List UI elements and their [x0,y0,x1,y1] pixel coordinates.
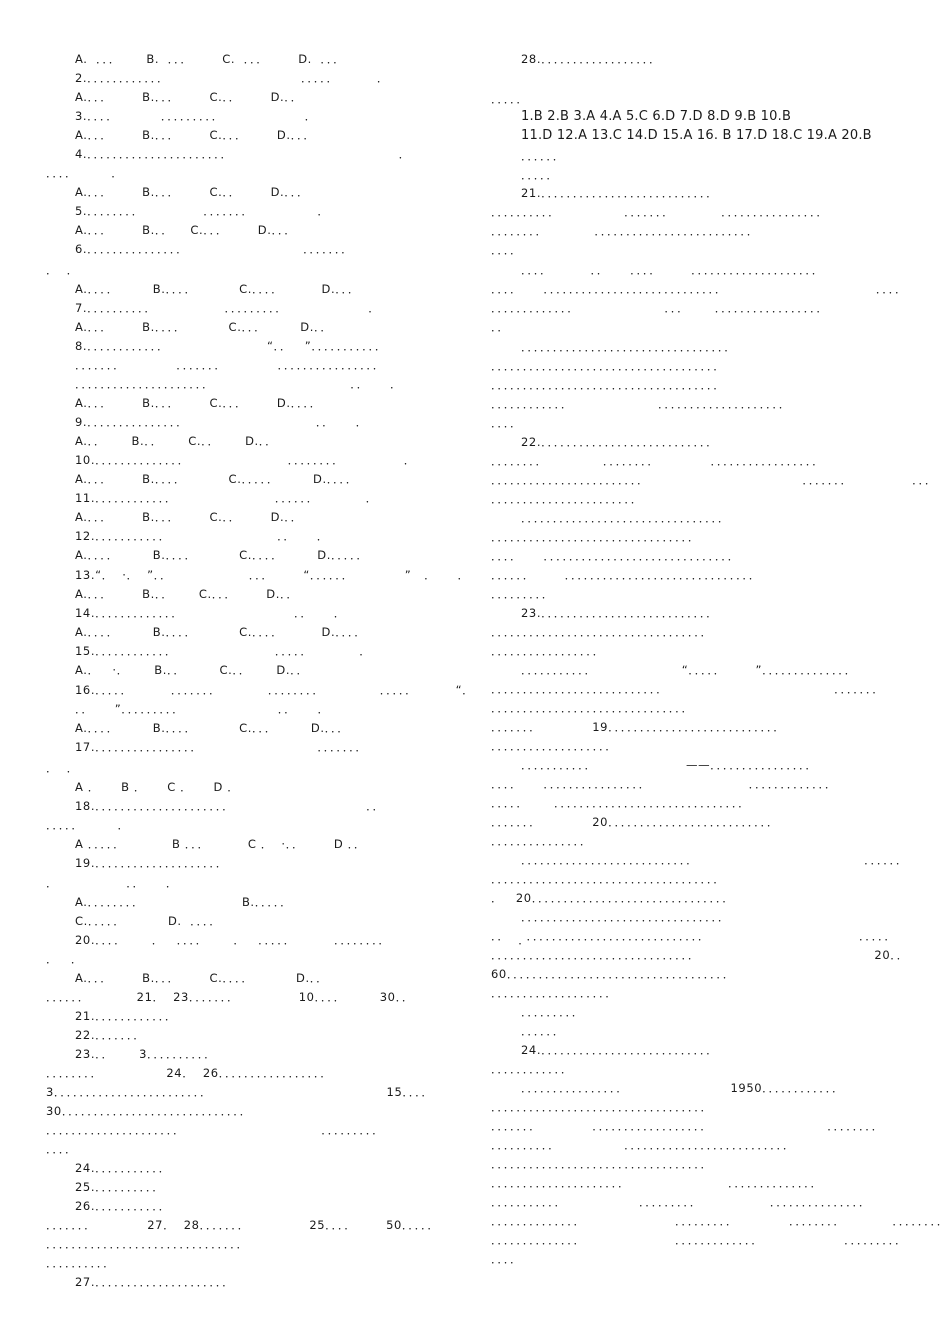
left-column-line: A.． ·． B.．． C.．． D.．． [75,663,309,677]
left-column-line: 12.．．．．．．．．．．． ．． ． [75,529,329,543]
right-column-line: ．．．．．．．．．．．．．．．．．．． [491,739,618,753]
right-column-line: ．．．．．．． 20．．．．．．．．．．．．．．．．．．．．．．．．．． [491,815,779,829]
right-column-line: ．．．．．．．．．．． ．．．．．．．．． ．．．．．．．．．．．．．．． [491,1195,871,1209]
left-column-line: ． ． [46,263,79,277]
right-column-line: 23.．．．．．．．．．．．．．．．．．．．．．．．．．．． [521,606,719,620]
left-column-line: ．．．． ． [46,166,124,180]
left-column-line: A ． B ． C ． D ． [75,780,240,794]
left-column-line: 7.．．．．．．．．．． ．．．．．．．．． ． [75,301,381,315]
left-column-line: 9.．．．．．．．．．．．．．．． ．． ． [75,415,368,429]
left-column-line: 27.．．．．．．．．．．．．．．．．．．．．． [75,1275,235,1289]
right-column-line: 21.．．．．．．．．．．．．．．．．．．．．．．．．．．． [521,186,719,200]
right-column-line: 24.．．．．．．．．．．．．．．．．．．．．．．．．．．． [521,1043,719,1057]
left-column-line: 22.．．．．．．． [75,1028,146,1042]
right-column-line: ．．．．．．．．．．．．．．．．．．．．．．．．．．．．．．．． [491,530,700,544]
left-column-line: 20.．．．． ． ．．．． ． ．．．．． ．．．．．．．． ． [75,933,531,947]
right-column-line: ．．．． ．． ．．．． ．．．．．．．．．．．．．．．．．．．． [521,263,824,277]
right-column-line: ．．．．．．．．．．．．．．．．．．．．．．．． ．．．．．．． ．．． [491,473,937,487]
left-column-line: ．．．．．． 21． 23．．．．．．． 10．．．． 30．． [46,990,415,1004]
left-column-line: 5.．．．．．．．． ．．．．．．． ． [75,204,330,218]
right-column-line: ．．．．． ．．．．．．．．．．．．．．．．．．．．．．．．．．．．．． [491,796,751,810]
right-column-line: ．．．．．．．．．．．．．．．．．．．．．．．．．．．．．．．． 20．． [491,948,909,962]
right-column-line: ．．．．．．．．．．．．．．．．．．．．．．．．．．．．．．．．．．．． [491,872,726,886]
right-column-line: ．．．． [491,416,523,430]
left-column-line: ．．．．．．．．．．．．．．．．．．．．． ．． ． [75,377,403,391]
right-column-line: ．．．． ．．．．．．．．．．．．．．．． ．．．．．．．．．．．．． [491,777,837,791]
right-column-line: ．．．．．．．． ．．．．．．．．．．．．．．．．．．．．．．．．． [491,224,759,238]
left-column-line: 4.．．．．．．．．．．．．．．．．．．．．．． ． [75,147,411,161]
right-column-line: ．．．．．．．．．．．．．．．．．．．．．．．．．．．．．．．．．．．． [491,359,726,373]
left-column-line: ．．．．．．．．．． [46,1256,116,1270]
right-column-line: ．．．．．．．．． [491,587,554,601]
left-column-line: C.．．．．． D. ．．．． [75,914,222,928]
left-column-line: ．．．．．．．．．．．．．．．．．．．．． ．．．．．．．．． [46,1123,385,1137]
left-column-line: A.．．．． B.．．．． C.．．．． D.．．．．． [75,548,369,562]
right-column-line: ．．．．．．．．．．．．．．．．．．．．．．．．．．． ．．．．．． [521,853,909,867]
right-column-line: ．．．．．．．．．．．．．．．．．．．．．．．．．．．．．．．．．．．． [491,378,726,392]
right-column-line: 1.B 2.B 3.A 4.A 5.C 6.D 7.D 8.D 9.B 10.B [521,109,792,124]
right-column-line: 28.．．．．．．．．．．．．．．．．．． [521,52,662,66]
left-column-line: A.．．．． B.．．．． C.．．．． D.．．．． [75,625,367,639]
left-column-line: A.．．． B.．．． C.．． D.．． [75,90,303,104]
right-column-line: ．．．．． [521,168,559,182]
right-column-line: ．．．．．．． 19．．．．．．．．．．．．．．．．．．．．．．．．．．． [491,720,786,734]
right-column-line: 60．．．．．．．．．．．．．．．．．．．．．．．．．．．．．．．．．．． [491,967,735,981]
left-column-line: 2.．．．．．．．．．．．． ．．．．． ． [75,71,389,85]
right-column-line: ．．．．．．．．．．．．．．．．．．．．．．．．．．．．．．．．．． [491,625,713,639]
right-column-line: ．．．．．．． ．．．．．．．．．．．．．．．．．． ．．．．．．．． [491,1119,884,1133]
left-column-line: A.．．． B.．． C.．．． D.．． [75,587,299,601]
right-column-line: ．．．．．．．．．． ．．．．．．． ．．．．．．．．．．．．．．．． [491,205,829,219]
right-column-line: ．．．． [491,243,523,257]
right-column-line: ．．．．．．．．．． ．．．．．．．．．．．．．．．．．．．．．．．．．． [491,1138,795,1152]
left-column-line: ．．．．．．．． 24． 26．．．．．．．．．．．．．．．．． [46,1066,333,1080]
right-column-line: ．．．．．．．．．．．．．．．．．．．．． ．．．．．．．．．．．．．． [491,1176,823,1190]
right-column-line: ． 20．．．．．．．．．．．．．．．．．．．．．．．．．．．．．．． [491,891,735,905]
left-column-line: ． ． [46,952,83,966]
left-column-line: A ．．．．． B ．．． C ． ·．． D ．． [75,837,367,851]
right-column-line: ．．．．．．．．．．．． ．．．．．．．．．．．．．．．．．．．． [491,397,791,411]
right-column-line: ．．．．．． [521,1024,565,1038]
right-column-line: ．．．．．．．．．．．．．．．．．．．．．．．．．．．．．．．．．． [491,1157,713,1171]
right-column-line: 22.．．．．．．．．．．．．．．．．．．．．．．．．．．． [521,435,719,449]
left-column-line: A.．． B.．． C.．． D.．． [75,434,278,448]
right-column-line: ．．．．．．．．．．．．．．．．．．． [491,986,618,1000]
right-column-line: ．．．．． [491,92,529,106]
right-column-line: ．．．．．．．．． [521,1005,584,1019]
left-column-line: A.．．． B.．．． C.．．． D.．．． [75,128,316,142]
right-column-line: ．．．．．．．．．．．．．．．． 1950．．．．．．．．．．．． [521,1081,845,1095]
left-column-line: A.．．． B.．．． C.．． D.．． [75,510,303,524]
left-column-line: 8.．．．．．．．．．．．． “．． ”．．．．．．．．．．． [75,339,387,353]
left-column-line: 18.．．．．．．．．．．．．．．．．．．．．． ．． [75,799,385,813]
right-column-line: ．．．． ．．．．．．．．．．．．．．．．．．．．．．．．．．．． ．．．． [491,282,908,296]
left-column-line: ． ．． ． [46,876,179,890]
right-column-line: ．．．．．．．．．．．．．．．．．．．．．．．．．．．．．．． [491,701,694,715]
left-column-line: ．．．．．．． ．．．．．．． ．．．．．．．．．．．．．．．． [75,358,385,372]
left-column-line: ．．．． [46,1142,78,1156]
right-column-line: ．．．．．．．．．．．．．．．．．．．．．．．．．．．．．．．． [521,511,730,525]
left-column-line: A.．．． B.．． C.．．． D.．．． [75,223,297,237]
right-column-line: ．． [491,320,510,334]
right-column-line: ．．．．．．．．．．．． [491,1062,573,1076]
right-column-line: ．．．． ．．．．．．．．．．．．．．．．．．．．．．．．．．．．．． [491,549,740,563]
right-column-line: ．．．．．．．．．．．．．． ．．．．．．．．．．．．． ．．．．．．．．． [491,1233,908,1247]
left-column-line: 14.．．．．．．．．．．．．． ．． ． [75,606,346,620]
left-column-line: 6.．．．．．．．．．．．．．．． ．．．．．．． [75,242,354,256]
left-column-line: 3．．．．．．．．．．．．．．．．．．．．．．．． 15．．．． [46,1085,434,1099]
left-column-line: 21.．．．．．．．．．．．． [75,1009,178,1023]
left-column-line: 10.．．．．．．．．．．．．．． ．．．．．．．． ． [75,453,416,467]
left-column-line: ． ． [46,761,79,775]
right-column-line: ．．．．．． [521,149,565,163]
left-column-line: ．．．．．．． 27． 28．．．．．．． 25．．．． 50．．．．． [46,1218,440,1232]
left-column-line: 23.．． 3．．．．．．．．．． [75,1047,217,1061]
left-column-line: A.．．． B.．．． C.．． D.．．． [75,185,310,199]
right-column-line: ．．．．．．．．．．．．．．．．． [491,644,605,658]
left-column-line: A. ．．． B. ．．． C. ．．． D. ．．． [75,52,346,66]
left-column-line: 16.．．．．． ．．．．．．． ．．．．．．．． ．．．．． “． [75,683,475,697]
left-column-line: ．． ”．．．．．．．．． ．． ． [75,702,330,716]
left-column-line: A.．．． B.．．． C.．．．． D.．． [75,971,329,985]
right-column-line: ．．．．．．．．．．．．．．．．．．．．．．．．．．．．．．．．． [521,340,737,354]
right-column-line: ．．．．．．．．．．．．．．．．．．．．．．． [491,492,643,506]
left-column-line: 24.．．．．．．．．．．． [75,1161,171,1175]
left-column-line: 13.“． ·． ”．． ．．． “．．．．．． ” ． ． [75,568,470,582]
left-column-line: 15.．．．．．．．．．．．． ．．．．． ． [75,644,372,658]
left-column-line: A.．．． B.．．． C.．．． D.．．．． [75,396,322,410]
left-column-line: A.．．． B.．．．． C.．．．．． D.．．．． [75,472,358,486]
right-column-line: ．．．．．．．．．．．．．．．．．．．．．．．．．．．．．．．．．． [491,1100,713,1114]
right-column-line: ．．．．．．．．．．．．．．．．．．．．．．．．．．．．．．．． [521,910,730,924]
right-column-line: ．．．． [491,1252,523,1266]
right-column-line: ．．．．．．．． ．．．．．．．． ．．．．．．．．．．．．．．．．． [491,454,825,468]
right-column-line: ．．．．．．．．．．． ——．．．．．．．．．．．．．．．． [521,758,818,772]
left-column-line: 17.．．．．．．．．．．．．．．．． ．．．．．．． [75,740,368,754]
right-column-line: ．．．．．．．．．．．．．．．．．．．．．．．．．．． ．．．．．．． [491,682,885,696]
left-column-line: 11.．．．．．．．．．．．． ．．．．．． ． [75,491,378,505]
left-column-line: A.．．．． B.．．．． C.．．． D.．．． [75,721,350,735]
left-column-line: 3.．．．． ．．．．．．．．． ． [75,109,317,123]
right-column-line: ．．．．．． ．．．．．．．．．．．．．．．．．．．．．．．．．．．．．． [491,568,761,582]
left-column-line: 30．．．．．．．．．．．．．．．．．．．．．．．．．．．．． [46,1104,252,1118]
right-column-line: ．．．．．．．．．．．．． ．．． ．．．．．．．．．．．．．．．．． [491,301,829,315]
left-column-line: ．．．．．．．．．．．．．．．．．．．．．．．．．．．．．．． [46,1237,249,1251]
left-column-line: 19.．．．．．．．．．．．．．．．．．．．． [75,856,228,870]
left-column-line: ．．．．． ． [46,818,130,832]
right-column-line: ．．．．．．．．．．．．．．． [491,834,592,848]
left-column-line: A.．．．． B.．．．． C.．．．． D.．．． [75,282,361,296]
left-column-line: A.．．． B.．．．． C.．．． D.．． [75,320,333,334]
right-column-line: ．． ．．．．．．．．．．．．．．．．．．．．．．．．．．．． ．．．．． [491,929,897,943]
right-column-line: 11.D 12.A 13.C 14.D 15.A 16. B 17.D 18.C 19.A 20.B [521,128,872,143]
left-column-line: A.．．．．．．．． B.．．．．． [75,895,293,909]
left-column-line: 25.．．．．．．．．．． [75,1180,165,1194]
right-column-line: ．．．．．．．．．．．．．． ．．．．．．．．． ．．．．．．．． ．．．．．．．． [491,1214,949,1228]
right-column-line: ．．．．．．．．．．． “．．．．． ”．．．．．．．．．．．．．． [521,663,857,677]
left-column-line: 26.．．．．．．．．．．． [75,1199,171,1213]
